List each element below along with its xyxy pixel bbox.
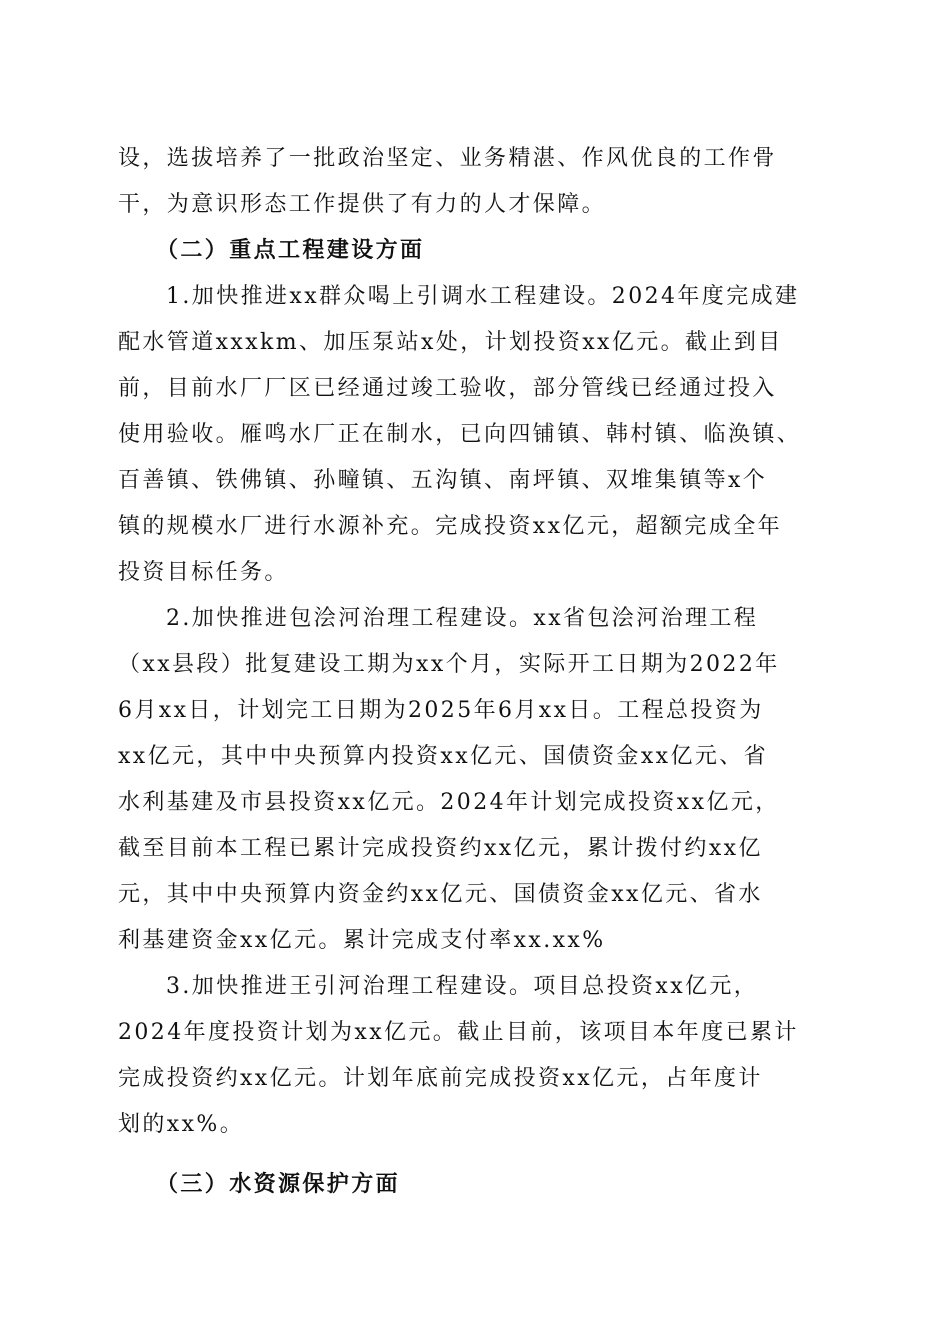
text-line: 划的xx%。 [118, 1112, 245, 1137]
text-line: 使用验收。雁鸣水厂正在制水，已向四铺镇、韩村镇、临涣镇、 [118, 422, 802, 447]
text-line: 截至目前本工程已累计完成投资约xx亿元，累计拨付约xx亿 [118, 836, 763, 861]
text-line: 干，为意识形态工作提供了有力的人才保障。 [118, 192, 607, 217]
text-line: 2024年度投资计划为xx亿元。截止目前，该项目本年度已累计 [118, 1020, 799, 1045]
text-line: 水利基建及市县投资xx亿元。2024年计划完成投资xx亿元， [118, 790, 780, 815]
text-line: 完成投资约xx亿元。计划年底前完成投资xx亿元，占年度计 [118, 1066, 763, 1091]
item-3-paragraph [118, 964, 834, 1148]
section-heading-3: （三）水资源保护方面 [156, 1172, 401, 1197]
intro-paragraph [118, 136, 834, 228]
text-line: 镇的规模水厂进行水源补充。完成投资xx亿元，超额完成全年 [118, 514, 783, 539]
text-line: 6月xx日，计划完工日期为2025年6月xx日。工程总投资为 [118, 698, 764, 723]
text-line: 利基建资金xx亿元。累计完成支付率xx.xx% [118, 928, 606, 953]
text-line: 2.加快推进包浍河治理工程建设。xx省包浍河治理工程 [166, 606, 759, 631]
document-body [118, 136, 834, 1208]
text-line: 设，选拔培养了一批政治坚定、业务精湛、作风优良的工作骨 [118, 146, 777, 171]
text-line: 1.加快推进xx群众喝上引调水工程建设。2024年度完成建 [166, 284, 800, 309]
section-heading-2: （二）重点工程建设方面 [156, 238, 425, 263]
text-line: xx亿元，其中中央预算内投资xx亿元、国债资金xx亿元、省 [118, 744, 769, 769]
text-line: （xx县段）批复建设工期为xx个月，实际开工日期为2022年 [118, 652, 780, 677]
item-1-paragraph [118, 274, 834, 596]
text-line: 百善镇、铁佛镇、孙疃镇、五沟镇、南坪镇、双堆集镇等x个 [118, 468, 768, 493]
text-line: 前，目前水厂厂区已经通过竣工验收，部分管线已经通过投入 [118, 376, 777, 401]
text-line: 投资目标任务。 [118, 560, 289, 585]
text-line: 配水管道xxxkm、加压泵站x处，计划投资xx亿元。截止到目 [118, 330, 783, 355]
item-2-paragraph [118, 596, 834, 964]
text-line: 3.加快推进王引河治理工程建设。项目总投资xx亿元， [166, 974, 759, 999]
text-line: 元，其中中央预算内资金约xx亿元、国债资金xx亿元、省水 [118, 882, 763, 907]
